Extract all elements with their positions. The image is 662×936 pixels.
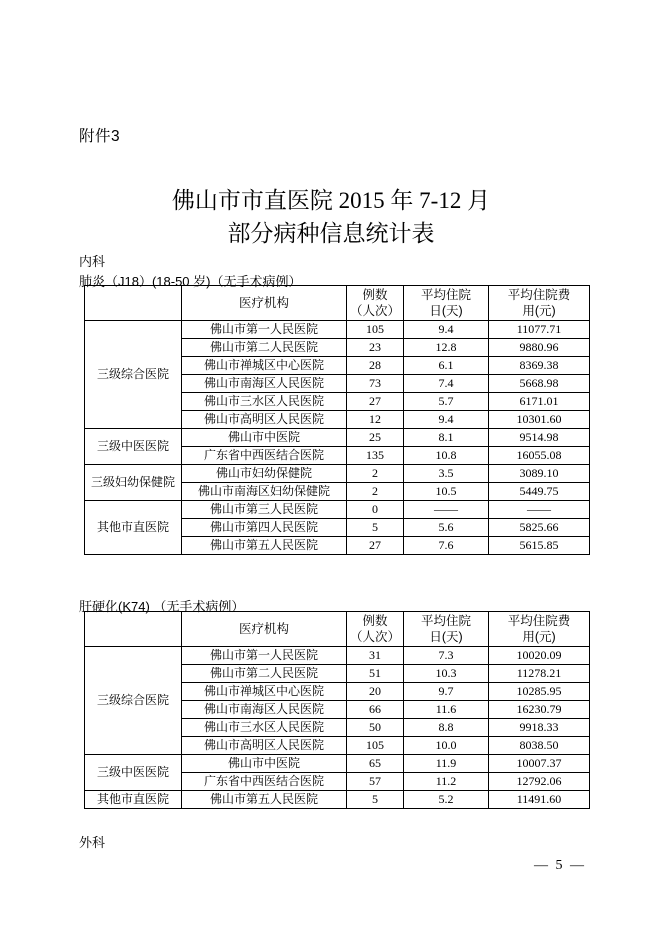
header-cases-line1: 例数	[362, 288, 388, 302]
cell-cost: 6171.01	[489, 393, 590, 411]
cell-days: 7.6	[404, 537, 489, 555]
header-cases-line2: （人次）	[349, 630, 400, 644]
cell-cases: 0	[347, 501, 404, 519]
cell-days: 12.8	[404, 339, 489, 357]
cell-days: 3.5	[404, 465, 489, 483]
section-heading-internal-medicine: 内科	[79, 254, 106, 269]
cell-cost: 11278.21	[489, 665, 590, 683]
cell-days: 10.5	[404, 483, 489, 501]
cell-hospital: 佛山市中医院	[182, 429, 347, 447]
cell-hospital: 佛山市妇幼保健院	[182, 465, 347, 483]
cell-days: 6.1	[404, 357, 489, 375]
cell-hospital: 广东省中西医结合医院	[182, 773, 347, 791]
cell-days: 9.4	[404, 321, 489, 339]
cell-days: 5.7	[404, 393, 489, 411]
cell-days: ——	[404, 501, 489, 519]
header-cost-line1: 平均住院费	[507, 288, 571, 302]
header-category	[85, 286, 182, 321]
header-institution: 医疗机构	[182, 612, 347, 647]
cell-cases: 27	[347, 393, 404, 411]
cell-days: 11.6	[404, 701, 489, 719]
group-category: 三级中医医院	[85, 755, 182, 791]
cell-cost: 8369.38	[489, 357, 590, 375]
cell-hospital: 佛山市第五人民医院	[182, 537, 347, 555]
cell-hospital: 佛山市高明区人民医院	[182, 411, 347, 429]
cell-cases: 20	[347, 683, 404, 701]
cell-cases: 23	[347, 339, 404, 357]
cell-hospital: 佛山市第一人民医院	[182, 647, 347, 665]
cell-cases: 25	[347, 429, 404, 447]
cell-cases: 5	[347, 791, 404, 809]
cell-cases: 105	[347, 737, 404, 755]
cell-cost: 3089.10	[489, 465, 590, 483]
cell-hospital: 佛山市第一人民医院	[182, 321, 347, 339]
cell-hospital: 佛山市中医院	[182, 755, 347, 773]
group-category: 三级综合医院	[85, 321, 182, 429]
header-cases-line1: 例数	[362, 614, 388, 628]
header-cost-line2: 用(元)	[522, 304, 556, 318]
cell-cost: 10020.09	[489, 647, 590, 665]
cell-days: 5.2	[404, 791, 489, 809]
page-title-line-2: 部分病种信息统计表	[227, 221, 435, 246]
header-cases	[347, 612, 404, 647]
table-pneumonia	[84, 285, 590, 555]
cell-cases: 2	[347, 483, 404, 501]
cell-cost: 9514.98	[489, 429, 590, 447]
cell-days: 5.6	[404, 519, 489, 537]
cell-cases: 5	[347, 519, 404, 537]
cell-days: 8.1	[404, 429, 489, 447]
header-average-cost	[489, 612, 590, 647]
header-category	[85, 612, 182, 647]
cell-hospital: 佛山市三水区人民医院	[182, 393, 347, 411]
group-category: 其他市直医院	[85, 791, 182, 809]
cell-hospital: 佛山市第四人民医院	[182, 519, 347, 537]
cell-cases: 66	[347, 701, 404, 719]
cell-cost: 9880.96	[489, 339, 590, 357]
cell-cost: 5825.66	[489, 519, 590, 537]
cell-cases: 73	[347, 375, 404, 393]
cell-cases: 105	[347, 321, 404, 339]
table-row	[85, 791, 590, 809]
cell-days: 7.4	[404, 375, 489, 393]
cell-cost: 11077.71	[489, 321, 590, 339]
header-cost-line2: 用(元)	[522, 630, 556, 644]
header-cases	[347, 286, 404, 321]
cell-hospital: 佛山市第二人民医院	[182, 665, 347, 683]
header-average-days	[404, 612, 489, 647]
cell-cost: 5668.98	[489, 375, 590, 393]
cell-cost: 11491.60	[489, 791, 590, 809]
cell-cases: 2	[347, 465, 404, 483]
cell-cost: 10007.37	[489, 755, 590, 773]
cell-hospital: 佛山市高明区人民医院	[182, 737, 347, 755]
cell-cost: 10301.60	[489, 411, 590, 429]
cell-days: 10.8	[404, 447, 489, 465]
table-row	[85, 755, 590, 773]
table-caption-pneumonia: 肺炎（J18）(18-50 岁)（无手术病例）	[79, 274, 302, 289]
cell-hospital: 佛山市南海区人民医院	[182, 701, 347, 719]
cell-cost: ——	[489, 501, 590, 519]
header-days-line2: 日(天)	[429, 304, 463, 318]
header-average-days	[404, 286, 489, 321]
cell-cost: 16230.79	[489, 701, 590, 719]
table-row	[85, 321, 590, 339]
header-cost-line1: 平均住院费	[507, 614, 571, 628]
cell-cases: 28	[347, 357, 404, 375]
cell-cases: 27	[347, 537, 404, 555]
cell-cases: 50	[347, 719, 404, 737]
cell-hospital: 佛山市南海区妇幼保健院	[182, 483, 347, 501]
cell-days: 7.3	[404, 647, 489, 665]
group-category: 三级妇幼保健院	[85, 465, 182, 501]
table-header-row	[85, 612, 590, 647]
table-row	[85, 429, 590, 447]
cell-days: 10.0	[404, 737, 489, 755]
group-category: 其他市直医院	[85, 501, 182, 555]
cell-cases: 51	[347, 665, 404, 683]
page-number: — 5 —	[534, 858, 586, 873]
page-title	[0, 184, 662, 250]
table-row	[85, 501, 590, 519]
cell-hospital: 佛山市禅城区中心医院	[182, 357, 347, 375]
attachment-label: 附件3	[79, 128, 121, 145]
cell-days: 11.9	[404, 755, 489, 773]
cell-days: 9.4	[404, 411, 489, 429]
cell-cases: 135	[347, 447, 404, 465]
cell-hospital: 佛山市第五人民医院	[182, 791, 347, 809]
cell-cost: 5615.85	[489, 537, 590, 555]
cell-cost: 10285.95	[489, 683, 590, 701]
cell-days: 9.7	[404, 683, 489, 701]
cell-hospital: 广东省中西医结合医院	[182, 447, 347, 465]
cell-cases: 31	[347, 647, 404, 665]
header-days-line2: 日(天)	[429, 630, 463, 644]
header-days-line1: 平均住院	[420, 614, 471, 628]
cell-hospital: 佛山市南海区人民医院	[182, 375, 347, 393]
table-cirrhosis	[84, 611, 590, 809]
cell-cases: 65	[347, 755, 404, 773]
header-average-cost	[489, 286, 590, 321]
cell-hospital: 佛山市禅城区中心医院	[182, 683, 347, 701]
cell-days: 8.8	[404, 719, 489, 737]
cell-cost: 8038.50	[489, 737, 590, 755]
page-title-line-1: 佛山市市直医院 2015 年 7-12 月	[171, 188, 491, 213]
cell-cases: 57	[347, 773, 404, 791]
cell-hospital: 佛山市第三人民医院	[182, 501, 347, 519]
cell-days: 10.3	[404, 665, 489, 683]
cell-hospital: 佛山市第二人民医院	[182, 339, 347, 357]
table-caption-cirrhosis: 肝硬化(K74) （无手术病例）	[79, 599, 245, 614]
section-heading-surgery: 外科	[79, 835, 106, 850]
cell-cost: 16055.08	[489, 447, 590, 465]
header-cases-line2: （人次）	[349, 304, 400, 318]
cell-cost: 5449.75	[489, 483, 590, 501]
table-row	[85, 647, 590, 665]
table-header-row	[85, 286, 590, 321]
cell-days: 11.2	[404, 773, 489, 791]
header-days-line1: 平均住院	[420, 288, 471, 302]
header-institution: 医疗机构	[182, 286, 347, 321]
cell-cost: 12792.06	[489, 773, 590, 791]
group-category: 三级中医医院	[85, 429, 182, 465]
cell-cost: 9918.33	[489, 719, 590, 737]
group-category: 三级综合医院	[85, 647, 182, 755]
table-row	[85, 465, 590, 483]
cell-hospital: 佛山市三水区人民医院	[182, 719, 347, 737]
cell-cases: 12	[347, 411, 404, 429]
